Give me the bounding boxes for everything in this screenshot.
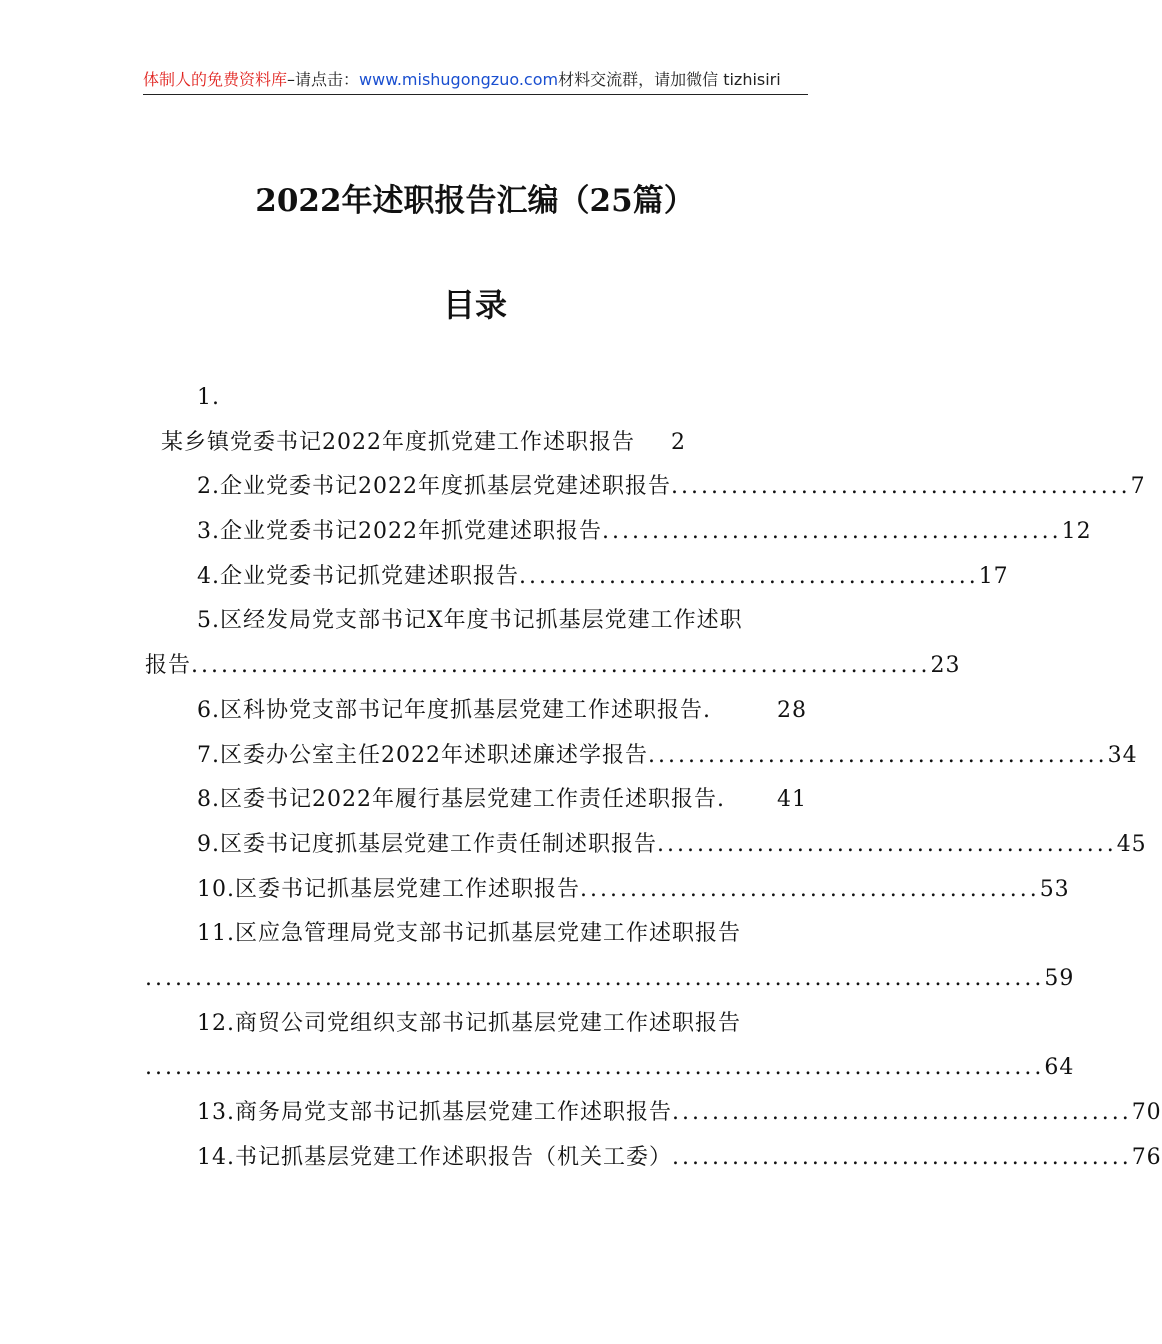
toc-entry-page: 76 [1131, 1144, 1162, 1170]
toc-entry-title: 8.区委书记2022年履行基层党建工作责任述职报告. [197, 787, 725, 813]
toc-entry-7[interactable] [145, 738, 1138, 783]
document-title: 2022年述职报告汇编（25篇） [255, 183, 695, 219]
toc-entry-page: 17 [978, 563, 1009, 589]
toc-entry-title: 12.商贸公司党组织支部书记抓基层党建工作述职报告 [197, 1010, 741, 1036]
toc-entry-12[interactable] [145, 1006, 807, 1051]
toc-leader: .............................................. [670, 474, 1131, 500]
toc-entry-12-continued[interactable] [145, 1050, 1075, 1095]
toc-entry-title: 5.区经发局党支部书记X年度书记抓基层党建工作述职 [197, 608, 743, 634]
toc-entry-1[interactable] [145, 425, 807, 470]
toc-entry-3[interactable] [145, 514, 1092, 559]
toc-entry-page: 12 [1061, 519, 1092, 545]
toc-entry-title: 2.企业党委书记2022年度抓基层党建述职报告 [197, 474, 671, 500]
toc-leader: .............................................. [647, 742, 1108, 768]
toc-entry-2[interactable] [145, 469, 1146, 514]
toc-leader: .............................................. [657, 831, 1117, 857]
header-url-link[interactable]: www.mishugongzuo.com [359, 70, 559, 89]
toc-entry-page: 59 [1044, 965, 1075, 991]
toc-entry-page: 70 [1131, 1100, 1162, 1125]
toc-entry-page: 64 [1044, 1055, 1075, 1081]
toc-entry-6[interactable] [145, 693, 807, 738]
toc-entry-page: 7 [1130, 474, 1146, 500]
toc-entry-9[interactable] [145, 827, 1147, 872]
toc-entry-page: 23 [930, 653, 961, 679]
toc-entry-5-continued[interactable] [145, 648, 961, 693]
toc-entry-title: 3.企业党委书记2022年抓党建述职报告 [197, 519, 602, 545]
toc-entry-10[interactable] [145, 872, 1070, 917]
toc-entry-title: 14.书记抓基层党建工作述职报告（机关工委） [197, 1144, 672, 1170]
toc-leader: .............................................. [601, 519, 1062, 545]
header-divider [143, 94, 808, 95]
toc-leader: .............................................. [580, 876, 1040, 902]
toc-entry-14[interactable] [145, 1140, 1162, 1185]
toc-entry-4[interactable] [145, 559, 1009, 604]
header-prompt: –请点击： [287, 70, 360, 89]
toc-entry-page: 2 [671, 429, 686, 455]
toc-entry-page: 41 [777, 787, 807, 813]
toc-entry-title: 13.商务局党支部书记抓基层党建工作述职报告 [197, 1100, 672, 1125]
toc-leader: .............................................. [519, 563, 979, 589]
toc-leader: .............................................. [672, 1144, 1132, 1170]
toc-entry-page: 28 [777, 697, 807, 723]
table-of-contents [145, 380, 1162, 1184]
toc-entry-title: 4.企业党委书记抓党建述职报告 [197, 563, 519, 589]
toc-leader: .......................................................................................... [145, 965, 1045, 991]
toc-leader: .......................................................................................... [145, 1055, 1045, 1081]
toc-entry-11[interactable] [145, 916, 807, 961]
toc-entry-title: 10.区委书记抓基层党建工作述职报告 [197, 876, 580, 902]
toc-entry-title-continued: 报告 [145, 653, 192, 679]
toc-entry-11-continued[interactable] [145, 961, 1075, 1006]
toc-entry-page: 45 [1116, 831, 1147, 857]
toc-leader: .............................................. [672, 1100, 1132, 1125]
toc-entry-8[interactable] [145, 782, 807, 827]
toc-entry-page: 34 [1107, 742, 1138, 768]
toc-entry-title: 某乡镇党委书记2022年度抓党建工作述职报告 [161, 429, 635, 455]
toc-entry-page: 53 [1039, 876, 1070, 902]
toc-leader: .......................................................................... [191, 653, 931, 679]
toc-entry-title: 11.区应急管理局党支部书记抓基层党建工作述职报告 [197, 921, 741, 947]
toc-entry-title: 9.区委书记度抓基层党建工作责任制述职报告 [197, 831, 657, 857]
toc-entry-5[interactable] [145, 603, 807, 648]
header-site-name: 体制人的免费资料库 [143, 70, 288, 89]
header-contact: 材料交流群，请加微信 tizhisiri [558, 70, 781, 89]
toc-entry-title: 7.区委办公室主任2022年述职述廉述学报告 [197, 742, 648, 768]
toc-entry-1-number[interactable]: 1. [197, 385, 220, 410]
toc-entry-title: 6.区科协党支部书记年度抓基层党建工作述职报告. [197, 697, 711, 723]
page-header [143, 68, 808, 92]
toc-heading: 目录 [442, 286, 507, 324]
toc-entry-13[interactable] [145, 1095, 1162, 1140]
